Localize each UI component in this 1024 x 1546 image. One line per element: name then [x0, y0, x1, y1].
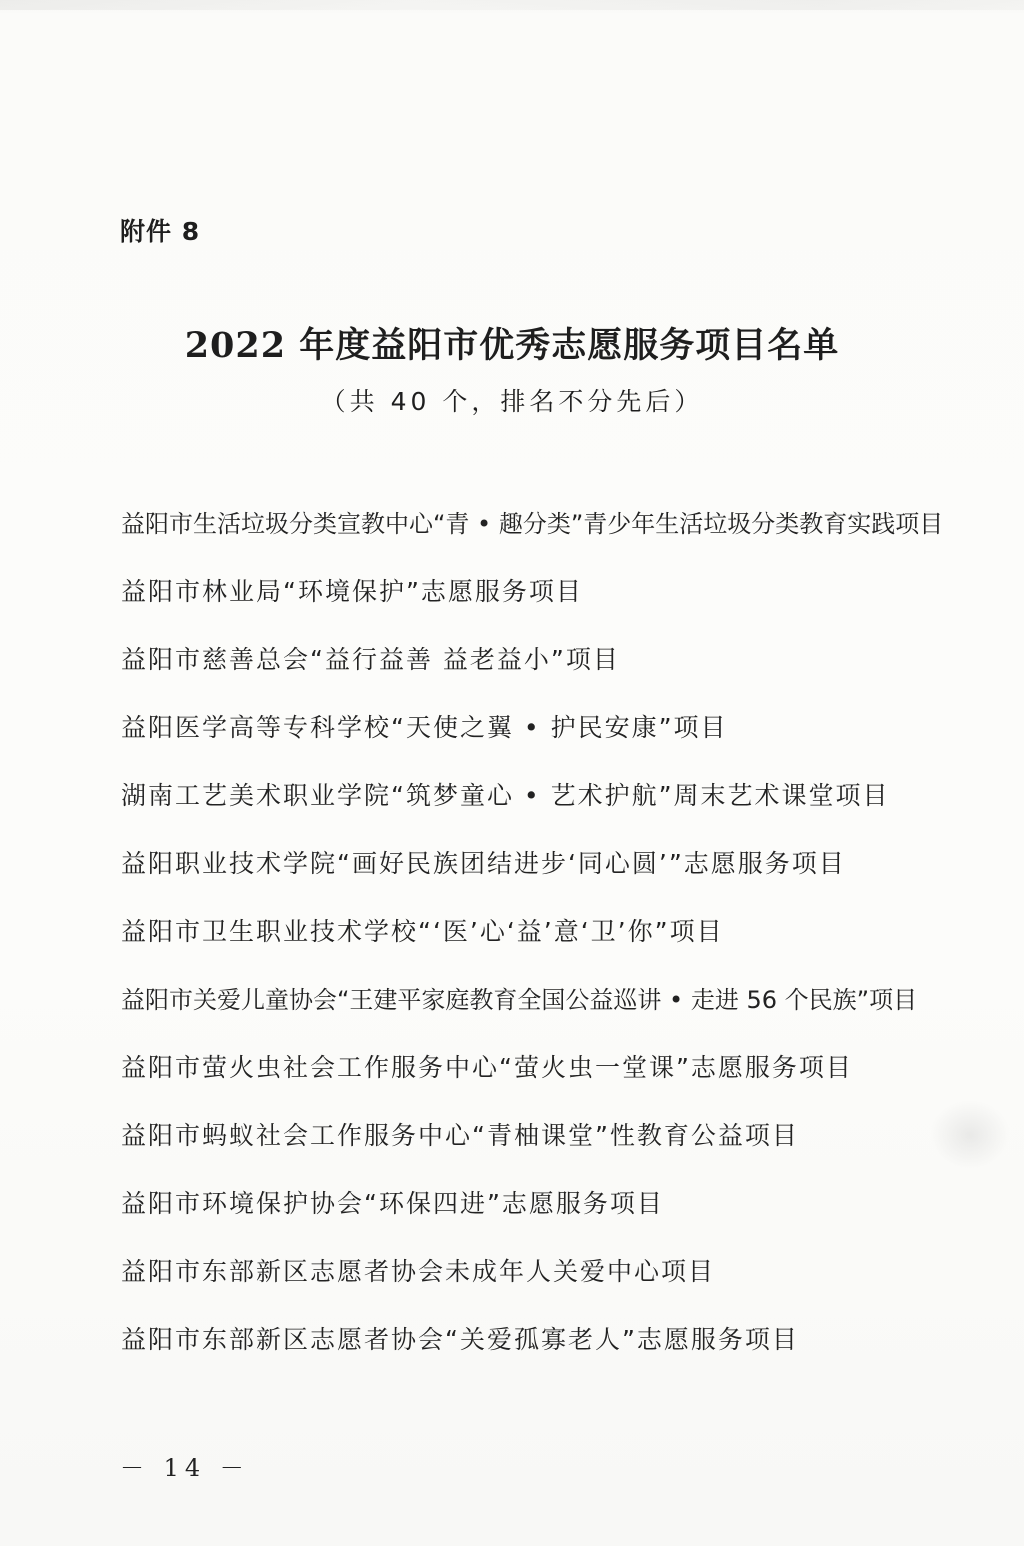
- list-item: 益阳市林业局“环境保护”志愿服务项目: [121, 577, 583, 606]
- attachment-label: 附件 8: [120, 217, 201, 246]
- list-item: 益阳市东部新区志愿者协会未成年人关爱中心项目: [121, 1257, 716, 1286]
- list-item: 益阳市萤火虫社会工作服务中心“萤火虫一堂课”志愿服务项目: [121, 1053, 853, 1082]
- list-item: 益阳市东部新区志愿者协会“关爱孤寡老人”志愿服务项目: [121, 1325, 799, 1354]
- scan-smudge: [930, 1100, 1010, 1170]
- list-item: 益阳市关爱儿童协会“王建平家庭教育全国公益巡讲 • 走进 56 个民族”项目: [121, 986, 918, 1014]
- list-item: 益阳市慈善总会“益行益善 益老益小”项目: [121, 645, 620, 674]
- list-item: 益阳市环境保护协会“环保四进”志愿服务项目: [121, 1189, 664, 1218]
- list-item: 益阳职业技术学院“画好民族团结进步‘同心圆’”志愿服务项目: [121, 849, 846, 878]
- project-list: [121, 504, 944, 1388]
- page-number: － 14 －: [120, 1454, 250, 1482]
- list-item: 益阳医学高等专科学校“天使之翼 • 护民安康”项目: [121, 713, 728, 742]
- list-item: 益阳市卫生职业技术学校“‘医’心‘益’意‘卫’你”项目: [121, 917, 724, 946]
- page-title: 2022 年度益阳市优秀志愿服务项目名单: [184, 325, 840, 366]
- list-item: 益阳市生活垃圾分类宣教中心“青 • 趣分类”青少年生活垃圾分类教育实践项目: [121, 510, 944, 538]
- scan-edge: [0, 0, 1024, 10]
- list-item: 湖南工艺美术职业学院“筑梦童心 • 艺术护航”周末艺术课堂项目: [121, 781, 890, 810]
- page-subtitle: （共 40 个，排名不分先后）: [320, 387, 704, 416]
- list-item: 益阳市蚂蚁社会工作服务中心“青柚课堂”性教育公益项目: [121, 1121, 799, 1150]
